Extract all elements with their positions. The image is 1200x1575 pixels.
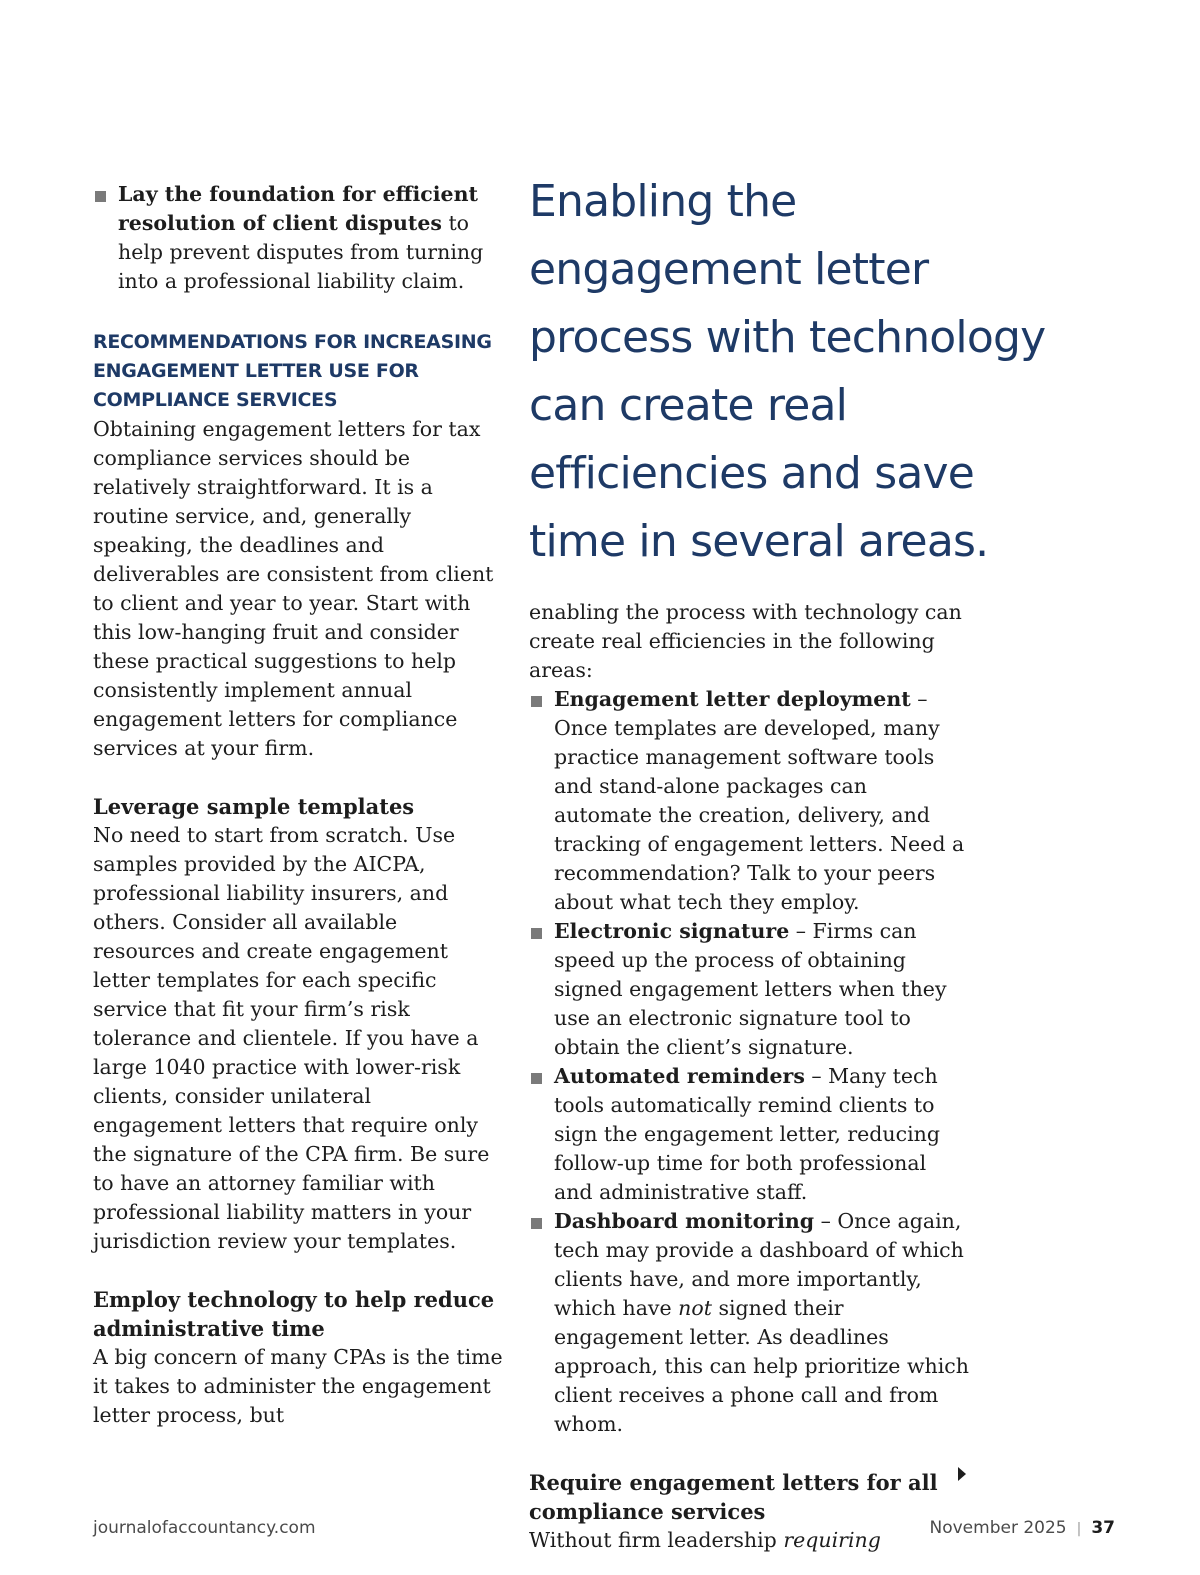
require-heading: Require engagement letters for all compliance services <box>529 1470 938 1524</box>
templates-heading: Leverage sample templates <box>93 794 415 819</box>
section-paragraph: Obtaining engagement letters for tax compliance services should be relatively straightforward. It is a routine service, and, generally speaking, the deadlines and deliverables are consistent from client to client and year to year. Start with this low-hanging fruit and consider these practical suggestions to help consistently implement annual engagement letters for compliance services at your firm. <box>93 417 494 760</box>
emphasis-not: not <box>678 1296 712 1320</box>
intro-bullet-bold: Lay the foundation for efficient resolution of client disputes <box>118 182 478 235</box>
intro-bullet <box>93 180 503 296</box>
footer-url: journalofaccountancy.com <box>93 1518 316 1538</box>
emphasis-requiring: requiring <box>783 1528 881 1552</box>
templates-paragraph: No need to start from scratch. Use samples provided by the AICPA, professional liability insurers, and others. Consider all available resources and create engagement letter templates for each specific service that fit your firm’s risk tolerance and clientele. If you have a large 1040 practice with lower-risk clients, consider unilateral engagement letters that require only the signature of the CPA firm. Be sure to have an attorney familiar with professional liability matters in your jurisdiction review your templates. <box>93 823 490 1253</box>
bullet-deployment <box>529 685 969 917</box>
square-bullet-icon <box>531 928 542 939</box>
pull-quote: Enabling the engagement letter process with technology can create real efficiencies and save time in several areas. <box>529 176 1046 567</box>
page-number: 37 <box>1091 1518 1115 1538</box>
bullet-text: – Many tech tools automatically remind clients to sign the engagement letter, reducing follow-up time for both professional and administrative staff. <box>554 1064 940 1204</box>
square-bullet-icon <box>95 191 106 202</box>
bullet-text: – Once again, tech may provide a dashboard of which clients have, and more importantly, which have <box>554 1209 964 1320</box>
footer-separator: | <box>1076 1521 1082 1537</box>
footer-date: November 2025 <box>929 1518 1067 1538</box>
continuation-paragraph: enabling the process with technology can create real efficiencies in the following areas: <box>529 600 962 682</box>
bullet-bold: Electronic signature <box>554 919 790 943</box>
tech-heading: Employ technology to help reduce administrative time <box>93 1287 495 1341</box>
bullet-text: signed their engagement letter. As deadlines approach, this can help prioritize which client receives a phone call and from whom. <box>554 1296 969 1436</box>
bullet-signature <box>529 917 969 1062</box>
require-text: Without firm leadership <box>529 1528 784 1552</box>
bullet-bold: Dashboard monitoring <box>554 1209 815 1233</box>
square-bullet-icon <box>531 1218 542 1229</box>
bullet-text: – Once templates are developed, many practice management software tools and stand-alone packages can automate the creation, delivery, and tracking of engagement letters. Need a recommendation? Talk to your peers about what tech they employ. <box>554 687 965 914</box>
page-footer <box>93 1518 1115 1542</box>
bullet-dashboard <box>529 1207 969 1439</box>
bullet-bold: Engagement letter deployment <box>554 687 911 711</box>
bullet-text: – Firms can speed up the process of obtaining signed engagement letters when they use an electronic signature tool to obtain the client’s signature. <box>554 919 947 1059</box>
section-heading: RECOMMENDATIONS FOR INCREASING ENGAGEMENT LETTER USE FOR COMPLIANCE SERVICES <box>93 331 492 411</box>
continue-arrow-icon <box>958 1467 966 1481</box>
intro-bullet-text: to help prevent disputes from turning into a professional liability claim. <box>118 211 484 293</box>
tech-paragraph: A big concern of many CPAs is the time it takes to administer the engagement letter process, but <box>93 1345 503 1427</box>
left-column <box>93 180 503 1430</box>
bullet-reminders <box>529 1062 969 1207</box>
square-bullet-icon <box>531 1073 542 1084</box>
square-bullet-icon <box>531 696 542 707</box>
bullet-bold: Automated reminders <box>554 1064 805 1088</box>
footer-folio <box>930 1518 1116 1538</box>
